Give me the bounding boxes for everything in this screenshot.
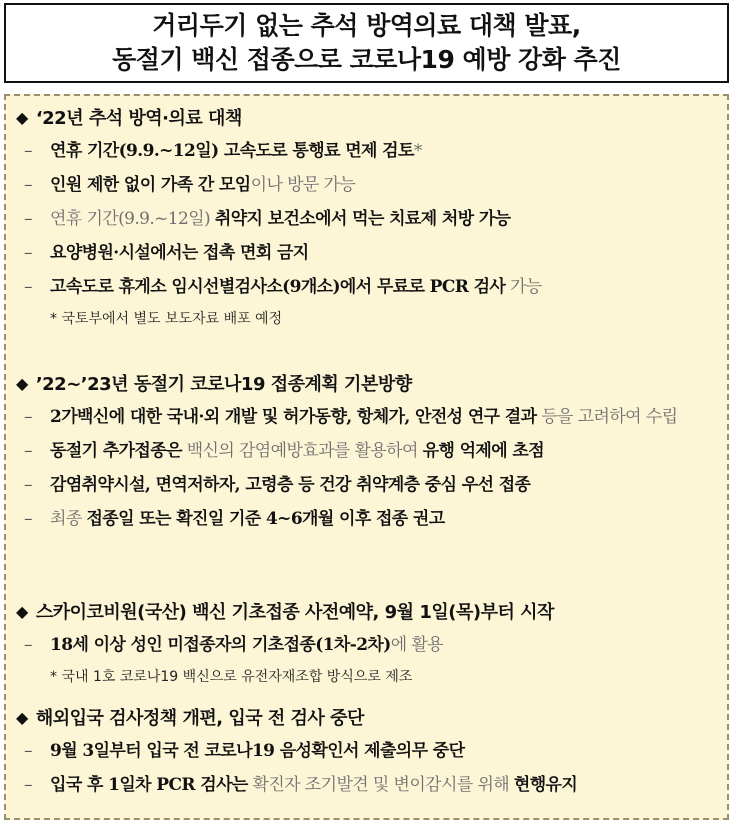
footnote: * 국내 1호 코로나19 백신으로 유전자재조합 방식으로 제조 bbox=[50, 669, 413, 685]
plain-text: * bbox=[413, 141, 422, 161]
footnote: * 국토부에서 별도 보도자료 배포 예정 bbox=[50, 311, 283, 327]
bullet-item-text bbox=[50, 202, 510, 236]
bullet-item bbox=[6, 168, 727, 202]
emphasis-text: 연휴 기간(9.9.~12일) 고속도로 통행료 면제 검토 bbox=[50, 141, 414, 161]
dash-bullet-icon: – bbox=[24, 277, 32, 297]
emphasis-text: 2가백신에 대한 국내·외 개발 및 허가동향, 항체가, 안전성 연구 결과 bbox=[50, 407, 537, 427]
dash-bullet-icon: – bbox=[24, 141, 32, 161]
dash-bullet-icon: – bbox=[24, 243, 32, 263]
content-box bbox=[4, 94, 729, 820]
plain-text: 연휴 기간(9.9.~12일) bbox=[50, 209, 215, 229]
section-heading-text: ’22∼’23년 동절기 코로나19 접종계획 기본방향 bbox=[35, 374, 412, 395]
title-box bbox=[4, 3, 729, 83]
plain-text: 등을 고려하여 수립 bbox=[536, 407, 678, 427]
diamond-bullet-icon: ◆ bbox=[16, 373, 28, 393]
emphasis-text: 동절기 추가접종은 bbox=[50, 441, 182, 461]
section-heading bbox=[6, 366, 727, 400]
emphasis-text: 요양병원·시설에서는 접촉 면회 금지 bbox=[50, 243, 309, 263]
bullet-item-text bbox=[50, 734, 464, 768]
dash-bullet-icon: – bbox=[24, 175, 32, 195]
dash-bullet-icon: – bbox=[24, 475, 32, 495]
plain-text: 가능 bbox=[505, 277, 542, 297]
section-heading bbox=[6, 100, 727, 134]
bullet-item-text bbox=[50, 628, 443, 662]
bullet-item bbox=[6, 134, 727, 168]
bullet-item-text bbox=[50, 768, 577, 802]
bullet-item-text bbox=[50, 400, 677, 434]
section-heading bbox=[6, 594, 727, 628]
section-heading-text: 해외입국 검사정책 개편, 입국 전 검사 중단 bbox=[35, 708, 364, 729]
plain-text: 최종 bbox=[50, 509, 87, 529]
section-heading-text: 스카이코비원(국산) 백신 기초접종 사전예약, 9월 1일(목)부터 시작 bbox=[35, 602, 554, 623]
diamond-bullet-icon: ◆ bbox=[16, 601, 28, 621]
section-skycovione bbox=[6, 594, 727, 692]
diamond-bullet-icon: ◆ bbox=[16, 107, 28, 127]
emphasis-text: 인원 제한 없이 가족 간 모임 bbox=[50, 175, 251, 195]
plain-text: 백신의 감염예방효과를 활용하여 bbox=[181, 441, 423, 461]
bullet-item-text bbox=[50, 502, 445, 536]
title-line-2: 동절기 백신 접종으로 코로나19 예방 강화 추진 bbox=[112, 45, 621, 74]
bullet-item bbox=[6, 400, 727, 434]
section-chuseok bbox=[6, 100, 727, 334]
emphasis-text: 18세 이상 성인 미접종자의 기초접종(1차-2차) bbox=[50, 635, 391, 655]
dash-bullet-icon: – bbox=[24, 441, 32, 461]
bullet-item bbox=[6, 236, 727, 270]
emphasis-text: 접종일 또는 확진일 기준 4~6개월 이후 접종 권고 bbox=[86, 509, 445, 529]
dash-bullet-icon: – bbox=[24, 407, 32, 427]
dash-bullet-icon: – bbox=[24, 509, 32, 529]
title-line-1: 거리두기 없는 추석 방역의료 대책 발표, bbox=[152, 11, 581, 40]
section-heading-text: ‘22년 추석 방역·의료 대책 bbox=[35, 108, 242, 129]
emphasis-text: 고속도로 휴게소 임시선별검사소(9개소)에서 무료로 PCR 검사 bbox=[50, 277, 506, 297]
section-overseas-entry bbox=[6, 700, 727, 802]
bullet-item bbox=[6, 202, 727, 236]
bullet-item bbox=[6, 468, 727, 502]
bullet-item bbox=[6, 434, 727, 468]
dash-bullet-icon: – bbox=[24, 775, 32, 795]
emphasis-text: 유행 억제에 초점 bbox=[422, 441, 545, 461]
bullet-item-text bbox=[50, 270, 542, 304]
plain-text: 이나 방문 가능 bbox=[250, 175, 356, 195]
bullet-item bbox=[6, 768, 727, 802]
bullet-item-text bbox=[50, 236, 309, 270]
bullet-item-text bbox=[50, 434, 544, 468]
dash-bullet-icon: – bbox=[24, 635, 32, 655]
dash-bullet-icon: – bbox=[24, 741, 32, 761]
emphasis-text: 9월 3일부터 입국 전 코로나19 음성확인서 제출의무 중단 bbox=[50, 741, 465, 761]
emphasis-text: 감염취약시설, 면역저하자, 고령층 등 건강 취약계층 중심 우선 접종 bbox=[50, 475, 531, 495]
section-winter-vaccination bbox=[6, 366, 727, 536]
bullet-item-text bbox=[50, 168, 355, 202]
bullet-item bbox=[6, 628, 727, 662]
section-heading bbox=[6, 700, 727, 734]
emphasis-text: 취약지 보건소에서 먹는 치료제 처방 가능 bbox=[214, 209, 511, 229]
dash-bullet-icon: – bbox=[24, 209, 32, 229]
plain-text: 에 활용 bbox=[390, 635, 443, 655]
bullet-item bbox=[6, 734, 727, 768]
emphasis-text: 입국 후 1일차 PCR 검사는 bbox=[50, 775, 248, 795]
bullet-item bbox=[6, 502, 727, 536]
bullet-item-text bbox=[50, 134, 422, 168]
plain-text: 확진자 조기발견 및 변이감시를 위해 bbox=[247, 775, 514, 795]
diamond-bullet-icon: ◆ bbox=[16, 707, 28, 727]
bullet-item bbox=[6, 270, 727, 304]
bullet-item-text bbox=[50, 468, 530, 502]
emphasis-text: 현행유지 bbox=[513, 775, 578, 795]
